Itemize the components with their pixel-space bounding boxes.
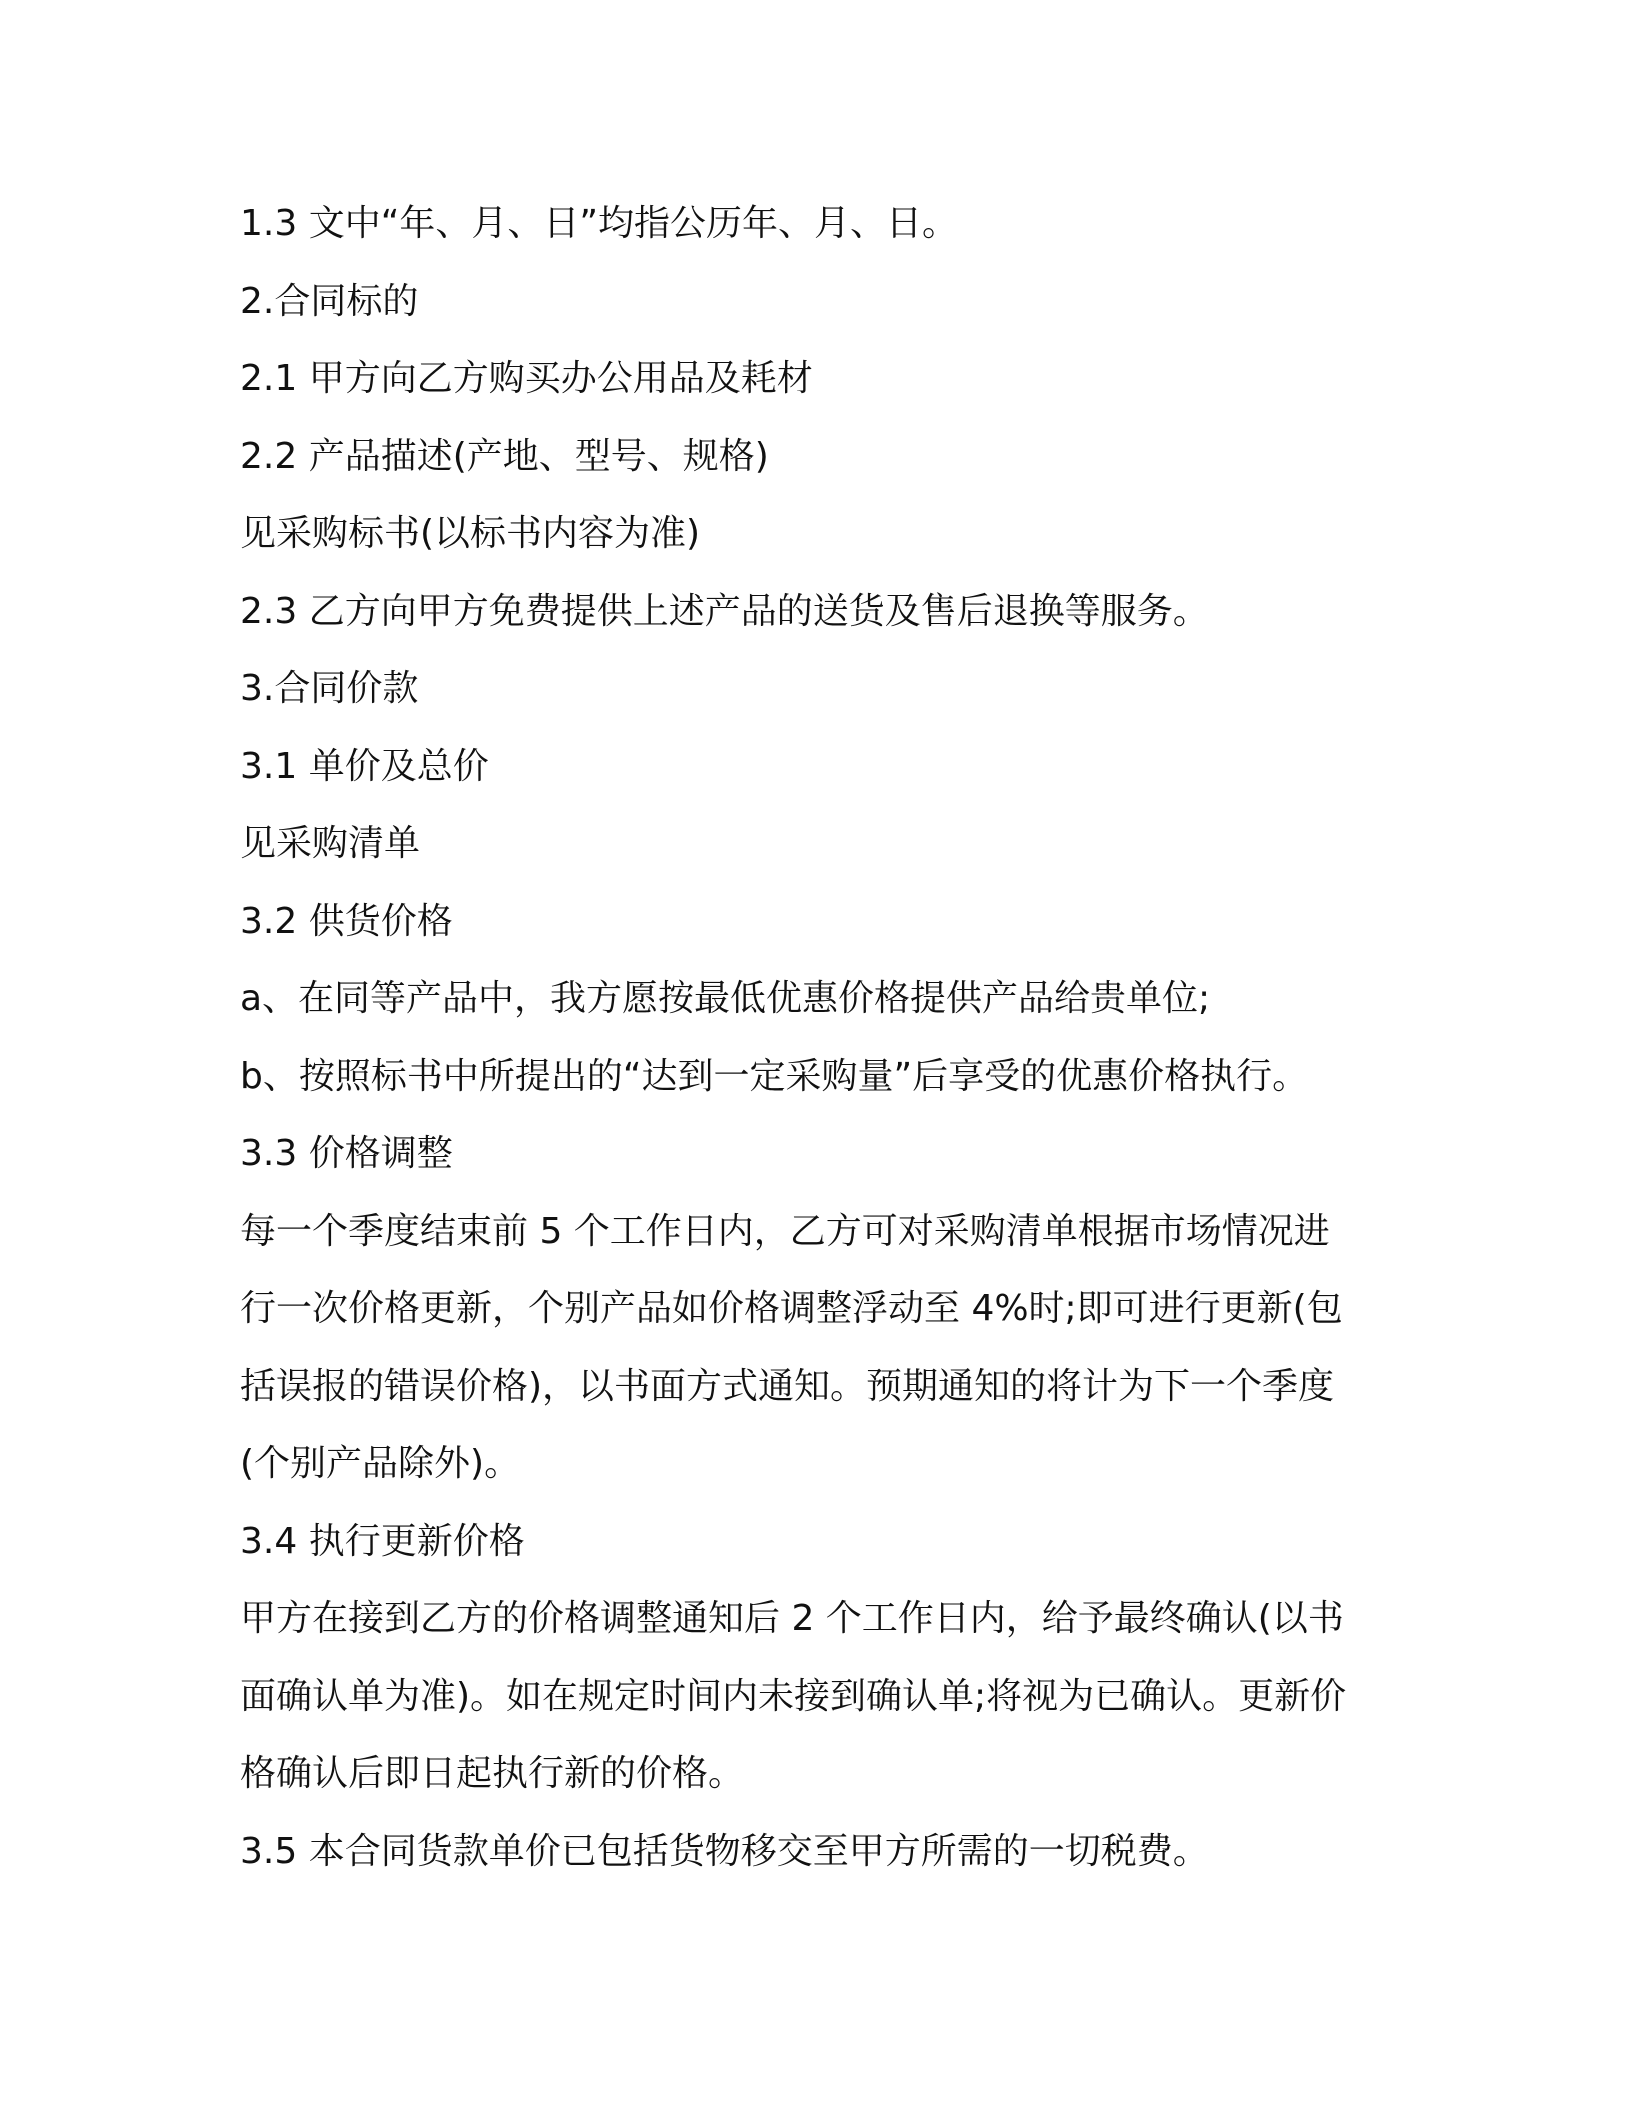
clause-3-2-item-a: a、在同等产品中，我方愿按最低优惠价格提供产品给贵单位; bbox=[240, 978, 1211, 1019]
clause-3-5: 3.5 本合同货款单价已包括货物移交至甲方所需的一切税费。 bbox=[240, 1830, 1209, 1872]
clause-3-4-text-line-3: 格确认后即日起执行新的价格。 bbox=[240, 1753, 745, 1794]
document-body bbox=[240, 185, 1400, 1890]
clause-3-4-text-line-2: 面确认单为准)。如在规定时间内未接到确认单;将视为已确认。更新价 bbox=[240, 1675, 1347, 1717]
clause-3-3: 3.3 价格调整 bbox=[240, 1133, 453, 1174]
clause-3-2-item-b: b、按照标书中所提出的“达到一定采购量”后享受的优惠价格执行。 bbox=[240, 1055, 1309, 1097]
clause-1-3: 1.3 文中“年、月、日”均指公历年、月、日。 bbox=[240, 203, 958, 244]
clause-3-2: 3.2 供货价格 bbox=[240, 900, 453, 942]
clause-2-2-detail: 见采购标书(以标书内容为准) bbox=[240, 513, 701, 554]
clause-2-2: 2.2 产品描述(产地、型号、规格) bbox=[240, 435, 769, 477]
clause-3-3-text-line-1: 每一个季度结束前 5 个工作日内，乙方可对采购清单根据市场情况进 bbox=[240, 1210, 1330, 1252]
clause-3-3-text-line-3: 括误报的错误价格)，以书面方式通知。预期通知的将计为下一个季度 bbox=[240, 1365, 1335, 1407]
clause-2-3: 2.3 乙方向甲方免费提供上述产品的送货及售后退换等服务。 bbox=[240, 590, 1209, 632]
section-3-heading: 3.合同价款 bbox=[240, 668, 419, 709]
clause-3-1: 3.1 单价及总价 bbox=[240, 745, 489, 787]
clause-3-4: 3.4 执行更新价格 bbox=[240, 1520, 525, 1562]
clause-3-4-text-line-1: 甲方在接到乙方的价格调整通知后 2 个工作日内，给予最终确认(以书 bbox=[240, 1598, 1344, 1639]
clause-3-3-text-line-4: (个别产品除外)。 bbox=[240, 1443, 521, 1484]
clause-2-1: 2.1 甲方向乙方购买办公用品及耗材 bbox=[240, 358, 813, 399]
clause-3-3-text-line-2: 行一次价格更新，个别产品如价格调整浮动至 4%时;即可进行更新(包 bbox=[240, 1288, 1343, 1329]
section-2-heading: 2.合同标的 bbox=[240, 280, 419, 322]
clause-3-1-detail: 见采购清单 bbox=[240, 823, 421, 864]
